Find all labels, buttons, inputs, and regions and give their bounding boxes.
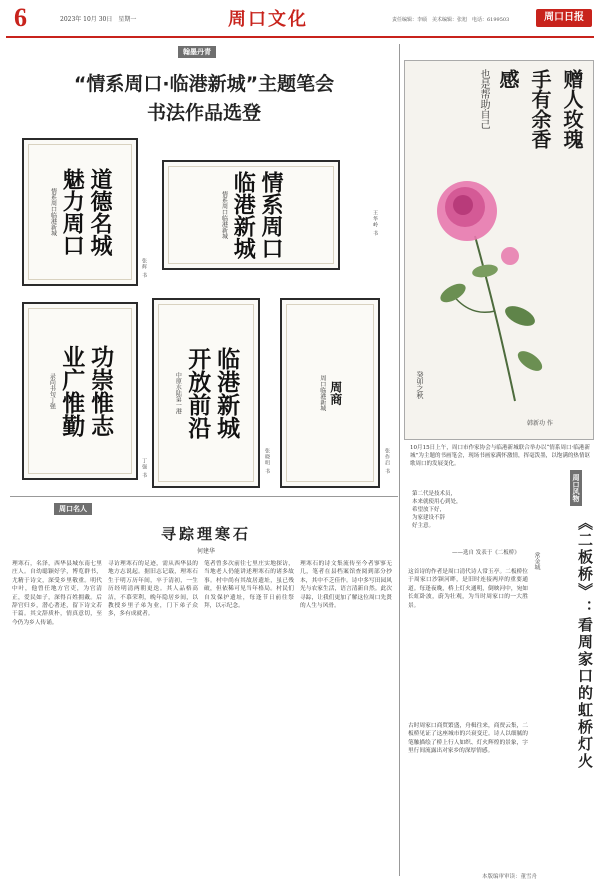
rose-author: 韩新功 作 [527, 420, 553, 427]
work-1-side-text: 情系周口临港新城 [49, 188, 57, 236]
work-4-side-text: 中原水陆第一港 [174, 372, 182, 414]
calligraphy-work-3[interactable] [22, 302, 138, 480]
poem-line-1: 第二代是技术员， [412, 491, 457, 497]
work-1-sheet [28, 144, 132, 280]
work-2-author: 王华岭 书 [372, 210, 378, 237]
column-divider [399, 44, 400, 876]
rose-bloom-center [453, 195, 473, 215]
calligraphy-work-4[interactable] [152, 298, 260, 488]
newspaper-logo[interactable]: 周口日报 [536, 9, 592, 27]
rose-inscription [476, 69, 587, 319]
work-2-sheet [168, 166, 334, 264]
work-2-main-col-1: 情系周口 [257, 171, 284, 259]
work-4-main-col-1: 临港新城 [213, 347, 241, 439]
calligraphy-headline [18, 70, 390, 128]
rose-signature: 癸卯之秋 [416, 371, 424, 399]
work-5-sheet [286, 304, 374, 482]
calligraphy-tag: 翰墨丹青 [178, 46, 216, 58]
work-5-author: 张作启 书 [384, 448, 390, 475]
article-author: 何建华 [196, 548, 215, 555]
section-divider [10, 496, 398, 497]
inscription-col-1: 赠人玫瑰 [560, 69, 584, 149]
article-column-2: 寻访理寒石的足迹，需从西华县的地方志说起。据旧志记载，理寒石生于明万历年间，卒于清初，一生历经明清两朝更迭。其人品格高洁，不慕荣利，晚年隐居乡间，以教授乡里子弟为业，门下弟子众多，多有成就者。 [108, 561, 198, 618]
issue-date: 2023年 10月 30日 星期一 [60, 16, 137, 23]
erban-author: 常金城 [533, 552, 540, 570]
erban-tag: 周口风物 [570, 470, 582, 506]
calligraphy-work-5[interactable] [280, 298, 380, 488]
page-editor: 本版编审审读：董雪舟 [482, 874, 538, 880]
work-3-author: 丁强 书 [141, 458, 147, 479]
rose-painting[interactable] [404, 60, 594, 440]
inscription-col-3: 感 [496, 69, 520, 89]
calligraphy-work-2[interactable] [162, 160, 340, 270]
work-4-author: 张晓明 书 [264, 448, 270, 475]
masthead-rule [6, 36, 594, 38]
poem-line-5: 好主意。 [412, 523, 435, 529]
erban-title[interactable]: 《二板桥》：看周家口的虹桥灯火 [576, 515, 594, 770]
page-number: 6 [14, 3, 27, 32]
article-column-4: 理寒石的诗文集流传至今者寥寥无几，笔者在县档案馆查阅到部分抄本，其中不乏佳作。诗中多写田园风光与农家生活，语言清新自然。此次寻踪，让我们更加了解这位周口先贤的人生与风骨。 [300, 561, 392, 610]
inscription-col-2: 手有余香 [528, 69, 552, 149]
headline-line-2: 书法作品选登 [146, 102, 261, 124]
work-3-side-text: 录尚书句丁强 [48, 373, 56, 409]
work-3-main-col-2: 业广惟勤 [58, 345, 86, 437]
work-1-main-col-2: 魅力周口 [59, 168, 86, 256]
work-3-main-col-1: 功崇惟志 [87, 345, 115, 437]
erban-paragraph-2: 古时周家口商贸繁盛，舟楫往来，商贾云集，二板桥见证了这座城市的兴衰变迁。诗人以细腻的笔触描绘了桥上行人如织、灯火辉煌的景象，字里行间流露出对家乡的深厚情感。 [408, 723, 528, 755]
poem-signature: ——选自 发表于《二板桥》 [452, 550, 520, 556]
work-2-main-col-2: 临港新城 [230, 171, 257, 259]
article-title[interactable]: 寻踪理寒石 [160, 525, 251, 543]
rose-caption: 10月15日上午，周口市作家协会与临港新城联合举办以“情系周口·临港新城”为主题的书画笔会，现场书画家满怀激情，挥毫泼墨，以饱满的热情讴歌周口的发展变化。 [410, 445, 590, 467]
erban-paragraph-1: 这首诗的作者是周口清代诗人常玉亭。二板桥位于周家口沙颍河畔，是旧时连接两岸的重要通道。每逢夜晚，桥上灯火通明，倒映河中，宛如长虹卧波，蔚为壮观，为当时周家口的一大胜景。 [408, 569, 528, 609]
poem-line-4: 为家建设不辞 [412, 515, 446, 521]
article-column-3: 笔者曾多次前往七里庄实地探访，当地老人仍能讲述理寒石的诸多故事。村中尚有其故居遗址，虽已残破，但依稀可见当年格局。村民们自发保护遗址，每逢节日前往祭拜，以示纪念。 [204, 561, 294, 610]
masthead [0, 0, 600, 40]
rose-leaf-4 [515, 347, 546, 375]
poem-line-3: 希望放下好， [412, 507, 446, 513]
poem-block [412, 490, 484, 530]
work-4-sheet [158, 304, 254, 482]
inscription-col-4: 也是帮助自己 [478, 69, 489, 129]
poem-line-2: 本来就使用心到处， [412, 499, 462, 505]
work-3-sheet [28, 308, 132, 474]
headline-line-1: “情系周口·临港新城”主题笔会 [73, 73, 335, 95]
work-1-main-col-1: 道德名城 [86, 168, 113, 256]
work-5-main-col-1: 周商 [328, 381, 343, 405]
calligraphy-work-1[interactable] [22, 138, 138, 286]
article-tag: 周口名人 [54, 503, 92, 515]
rose-leaf-1 [437, 280, 468, 306]
section-title: 周口文化 [228, 9, 308, 30]
work-2-side-text: 情系周口临港新城 [220, 191, 228, 239]
editor-credits: 责任编辑：李硕 美术编辑：张旭 电话：6199503 [392, 17, 510, 23]
work-4-main-col-2: 开放前沿 [184, 347, 212, 439]
article-column-1: 理寒石，名泽，西华县城东南七里庄人。自幼聪颖好学，博览群书，尤精于诗文，深受乡里敬重。明代中叶，他曾任地方官吏，为官清正，爱民如子，深得百姓拥戴。后辞官归乡，潜心著述，留下诗文若干篇。其文辞质朴，情真意切，至今仍为乡人传诵。 [12, 561, 102, 626]
work-5-side-text: 周口临港新城 [318, 375, 326, 411]
work-1-author: 张辉 书 [141, 258, 147, 279]
